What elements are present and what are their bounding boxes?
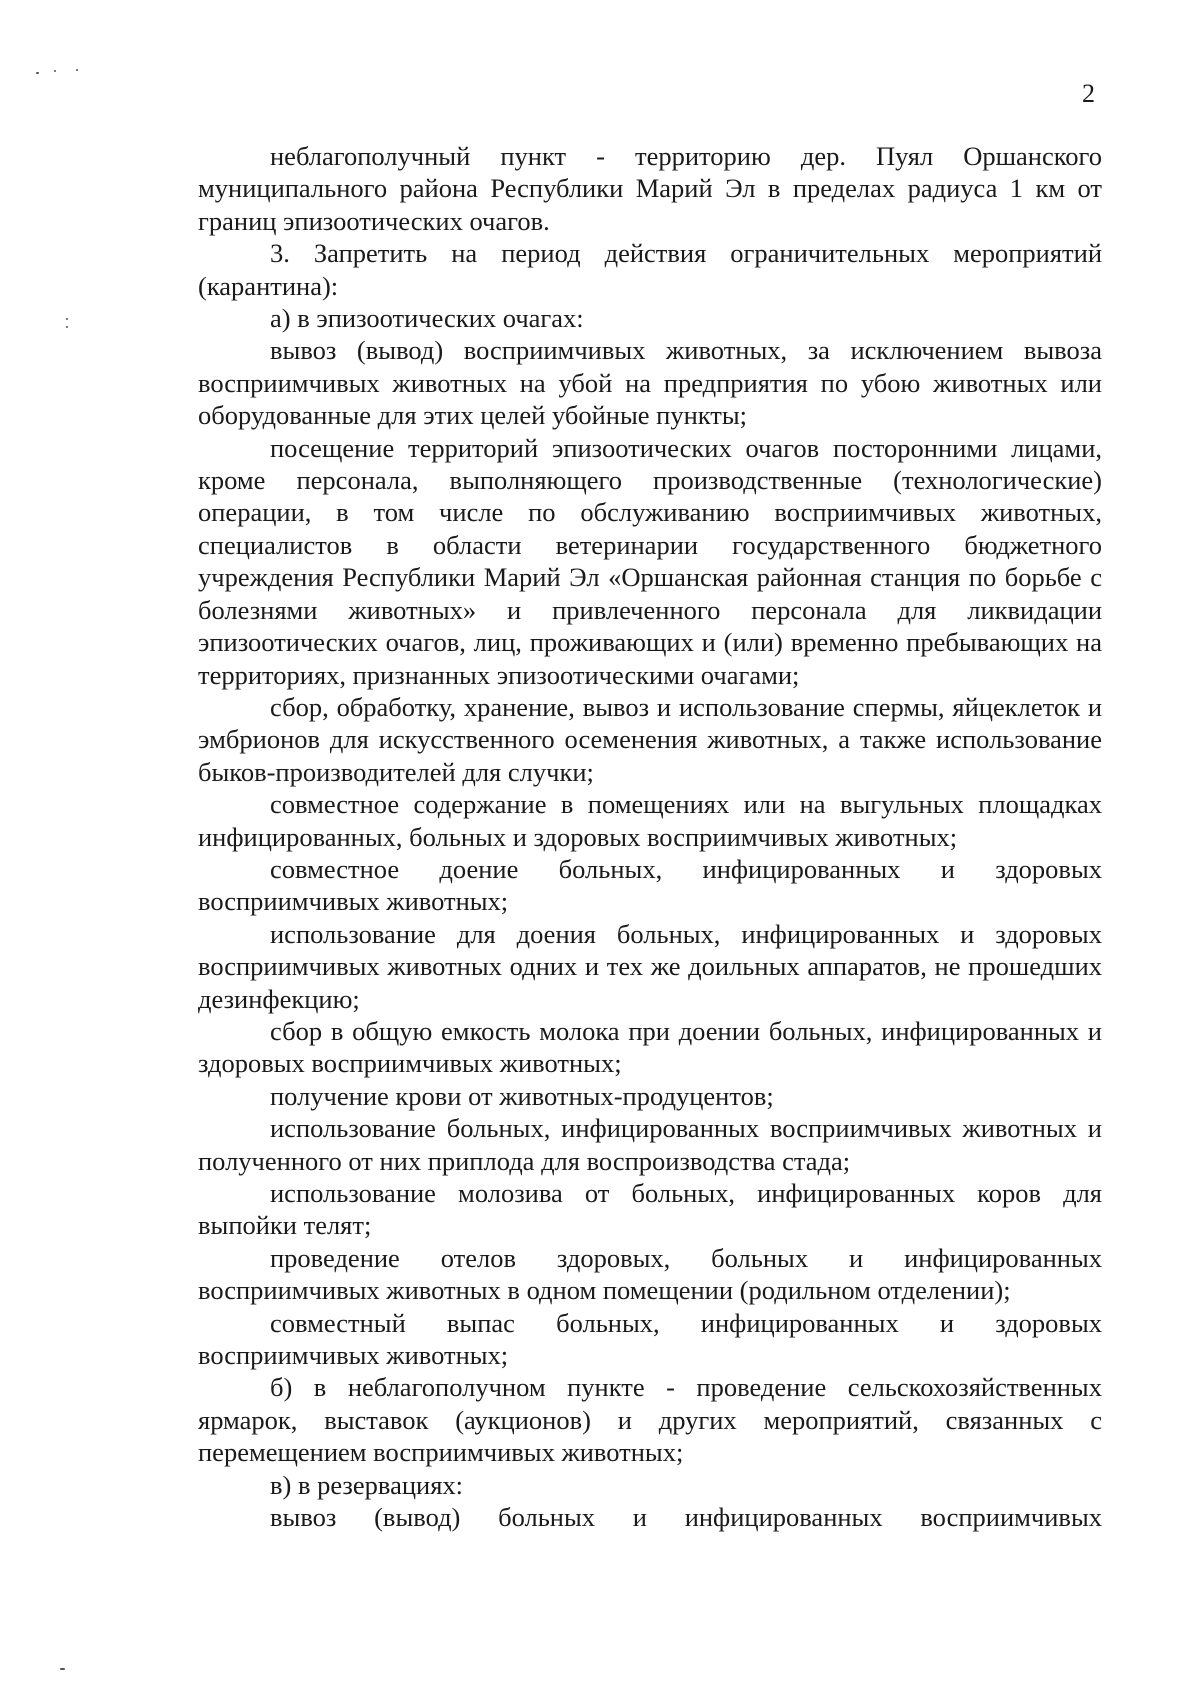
paragraph: совместное содержание в помещениях или на выгульных площадках инфицированных, больных и здоровых восприимчивых животных; [198,789,1102,852]
paragraph: вывоз (вывод) восприимчивых животных, за исключением вывоза восприимчивых животных на убой на предприятия по убою животных или оборудованные для этих целей убойные пункты; [198,335,1102,431]
paragraph: сбор, обработку, хранение, вывоз и использование спермы, яйцеклеток и эмбрионов для искусственного осеменения животных, а также использование быков-производителей для случки; [198,691,1102,787]
paragraph: проведение отелов здоровых, больных и инфицированных восприимчивых животных в одном помещении (родильном отделении); [198,1242,1102,1306]
scan-speck [60,1668,65,1670]
paragraph: в) в резервациях: [270,1469,464,1500]
paragraph: совместный выпас больных, инфицированных и здоровых восприимчивых животных; [198,1307,1102,1371]
paragraph: неблагополучный пункт - территорию дер. Пуял Оршанского муниципального района Республики Марий Эл в пределах радиуса 1 км от границ эпизоотических очагов. [198,141,1102,236]
scan-speck [66,326,68,328]
paragraph: использование молозива от больных, инфицированных коров для выпойки телят; [198,1178,1102,1241]
scan-speck [76,69,78,71]
scan-speck [36,72,39,74]
paragraph: 3. Запретить на период действия ограничительных мероприятий (карантина): [198,238,1102,301]
paragraph: использование больных, инфицированных восприимчивых животных и полученного от них приплода для воспроизводства стада; [198,1113,1102,1176]
paragraph: использование для доения больных, инфицированных и здоровых восприимчивых животных одних и тех же доильных аппаратов, не прошедших дезинфекцию; [198,918,1102,1014]
document-body [198,140,1102,1533]
paragraph: посещение территорий эпизоотических очагов посторонними лицами, кроме персонала, выполняющего производственные (технологические) операции, в том числе по обслуживанию восприимчивых животных, специалистов в области ветеринарии государственного бюджетного учреждения Республики Марий Эл «Оршанская районная станция по борьбе с болезнями животных» и привлеченного персонала для ликвидации эпизоотических очагов, лиц, проживающих и (или) временно пребывающих на территориях, признанных эпизоотическими очагами; [198,432,1102,690]
scan-speck [54,70,56,72]
paragraph: а) в эпизоотических очагах: [270,303,584,334]
paragraph: получение крови от животных-продуцентов; [270,1080,774,1111]
paragraph: б) в неблагополучном пункте - проведение сельскохозяйственных ярмарок, выставок (аукционов) и других мероприятий, связанных с перемещением восприимчивых животных; [198,1372,1102,1468]
scan-speck [66,318,68,320]
paragraph: совместное доение больных, инфицированных и здоровых восприимчивых животных; [198,853,1102,917]
page-number: 2 [1082,79,1095,108]
paragraph: сбор в общую емкость молока при доении больных, инфицированных и здоровых восприимчивых животных; [198,1015,1102,1079]
paragraph: вывоз (вывод) больных и инфицированных восприимчивых [270,1502,1102,1533]
